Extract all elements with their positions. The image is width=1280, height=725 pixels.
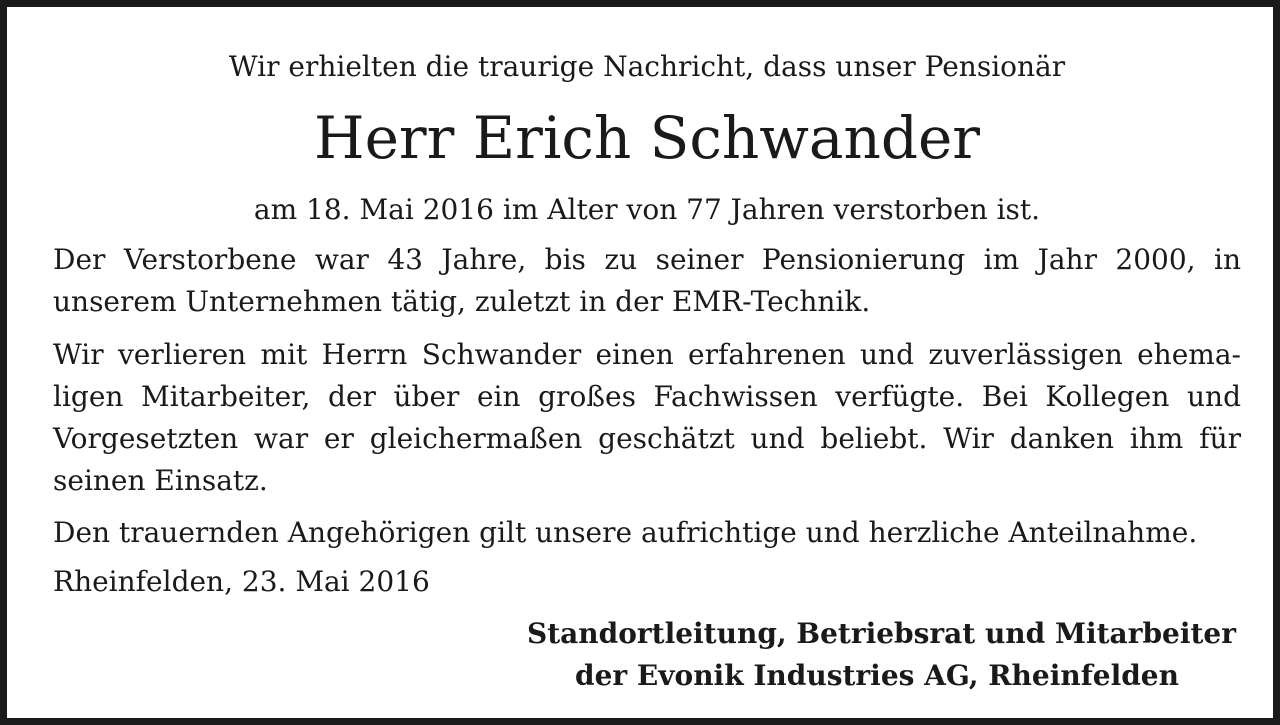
tribute-paragraph-line: Wir verlieren mit Herrn Schwander einen erfahrenen und zuverlässigen ehema- [53, 338, 1241, 371]
signature-line: der Evonik Industries AG, Rheinfelden [575, 659, 1179, 692]
tribute-paragraph-line: Vorgesetzten war er gleichermaßen geschätzt und beliebt. Wir danken ihm für [53, 422, 1241, 455]
career-paragraph-line: Der Verstorbene war 43 Jahre, bis zu seiner Pensionierung im Jahr 2000, in [53, 243, 1241, 276]
career-paragraph-line: unserem Unternehmen tätig, zuletzt in der EMR-Technik. [53, 285, 871, 318]
signature-block [527, 613, 1236, 697]
tribute-paragraph-line: ligen Mitarbeiter, der über ein großes Fachwissen verfügte. Bei Kollegen und [53, 380, 1241, 413]
career-paragraph [53, 239, 1241, 323]
condolence-line: Den trauernden Angehörigen gilt unsere aufrichtige und herzliche Anteilnahme. [53, 516, 1198, 549]
condolence-paragraph [53, 512, 1241, 554]
signature-line: Standortleitung, Betriebsrat und Mitarbeiter [527, 617, 1236, 650]
death-date-line: am 18. Mai 2016 im Alter von 77 Jahren verstorben ist. [253, 193, 1041, 226]
place-and-date: Rheinfelden, 23. Mai 2016 [53, 565, 430, 598]
intro-text: Wir erhielten die traurige Nachricht, dass unser Pensionär [228, 50, 1066, 83]
tribute-paragraph [53, 334, 1241, 502]
tribute-paragraph-line: seinen Einsatz. [53, 464, 268, 497]
deceased-name: Herr Erich Schwander [313, 104, 980, 172]
